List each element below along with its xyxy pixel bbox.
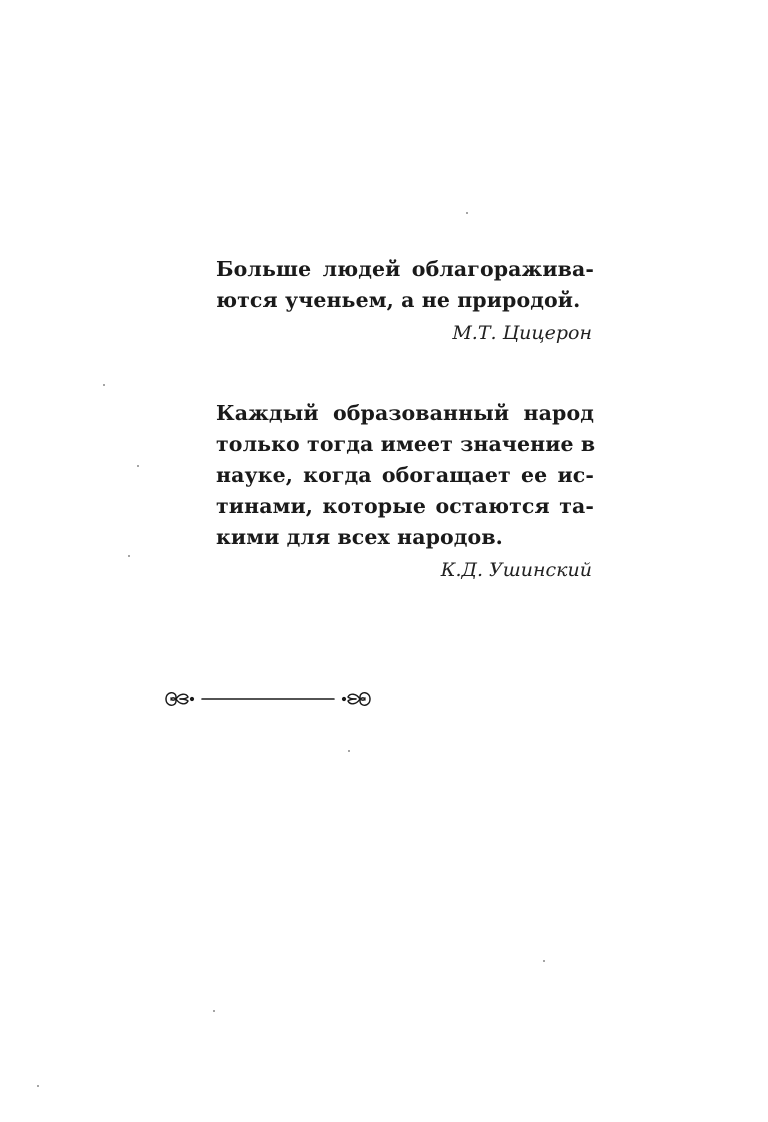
- scan-speck: [213, 1010, 215, 1012]
- quote-author: М.Т. Цицерон: [452, 322, 592, 344]
- quote-cicero: [216, 254, 594, 350]
- quote-line: кими для всех народов.: [216, 525, 503, 549]
- quote-line: тинами, которые остаются та-: [216, 494, 594, 518]
- quote-ushinsky: [216, 398, 594, 587]
- quote-line: только тогда имеет значение в: [216, 432, 596, 456]
- scan-speck: [348, 750, 350, 752]
- quote-author: К.Д. Ушинский: [440, 559, 592, 581]
- quote-line: науке, когда обогащает ее ис-: [216, 463, 594, 487]
- scan-speck: [543, 960, 545, 962]
- scan-speck: [137, 465, 139, 467]
- quote-line: Каждый образованный народ: [216, 401, 594, 425]
- quote-line: ются ученьем, а не природой.: [216, 288, 581, 312]
- scan-speck: [37, 1085, 39, 1087]
- scan-speck: [466, 212, 468, 214]
- scan-speck: [103, 384, 105, 386]
- quote-line: Больше людей облагоражива-: [216, 257, 594, 281]
- scan-speck: [128, 555, 130, 557]
- scroll-divider-icon: [162, 685, 382, 713]
